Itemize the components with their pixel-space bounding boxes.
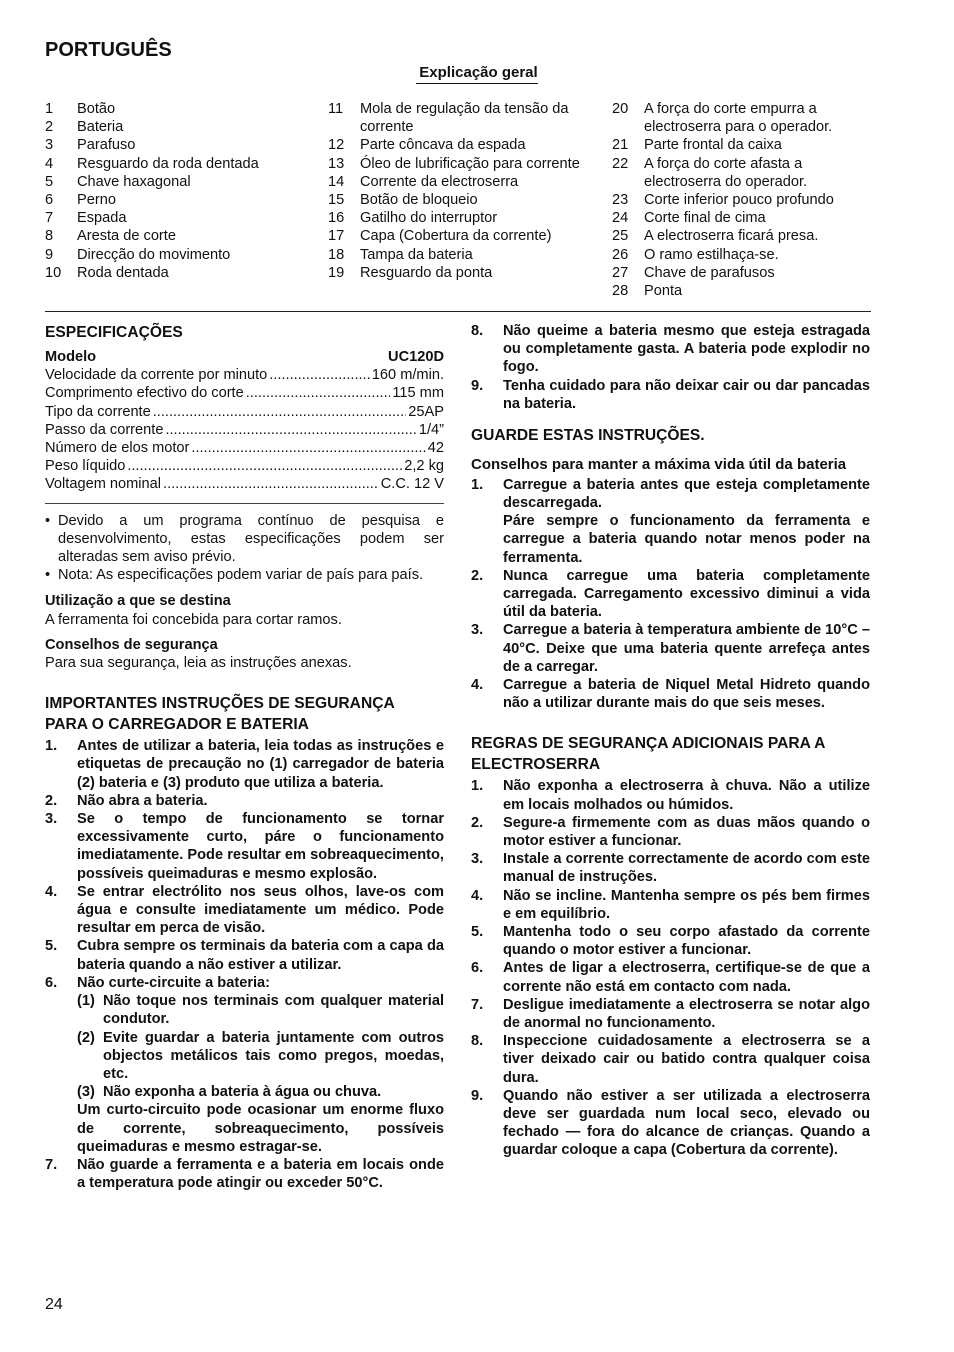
- list-text: Não exponha a electroserra à chuva. Não a utilize em locais molhados ou húmidos.: [503, 778, 870, 813]
- legend-text: A força do corte afasta a electroserra do operador.: [644, 155, 808, 190]
- list-text: Não curte-circuite a bateria:: [77, 974, 271, 991]
- safety-tips-heading: Conselhos de segurança: [45, 636, 218, 653]
- list-number: 9.: [471, 377, 484, 394]
- charger-sub-item: [77, 1083, 444, 1101]
- list-number: 2.: [45, 792, 58, 809]
- legend-text: Corte final de cima: [644, 210, 766, 227]
- legend-number: 28: [612, 283, 629, 300]
- list-text: Tenha cuidado para não deixar cair ou dar pancadas na bateria.: [503, 377, 870, 412]
- list-text: Não se incline. Mantenha sempre os pés bem firmes e em equilíbrio.: [503, 887, 870, 922]
- legend-item: [328, 264, 588, 282]
- chainsaw-rules-list: [471, 777, 870, 1159]
- spec-label: Peso líquido: [45, 458, 126, 475]
- spec-row: [45, 475, 444, 493]
- spec-note: [45, 512, 444, 567]
- legend-text: Roda dentada: [77, 264, 169, 281]
- spec-notes: [45, 512, 444, 585]
- list-number: (1): [77, 993, 95, 1010]
- list-text: Antes de ligar a electroserra, certifique-se de que a corrente não está em contacto com nada.: [503, 960, 870, 995]
- battery-tip-item: [471, 476, 870, 567]
- spec-value: 1/4”: [418, 421, 444, 438]
- list-number: 1.: [45, 738, 58, 755]
- legend-number: 5: [45, 173, 54, 190]
- charger-item: [45, 937, 444, 973]
- chainsaw-rule-item: [471, 850, 870, 886]
- charger-heading: IMPORTANTES INSTRUÇÕES DE SEGURANÇA PARA O CARREGADOR E BATERIA: [45, 695, 395, 733]
- list-text: Desligue imediatamente a electroserra se notar algo de anormal no funcionamento.: [503, 996, 870, 1031]
- legend-text: Mola de regulação da tensão da corrente: [360, 101, 569, 136]
- legend-text: Direcção do movimento: [77, 246, 231, 263]
- legend-text: Espada: [77, 210, 127, 227]
- spec-label: Velocidade da corrente por minuto: [45, 367, 268, 384]
- spec-model-value: UC120D: [388, 349, 444, 365]
- legend-item: [45, 264, 295, 282]
- legend-text: Perno: [77, 192, 116, 209]
- list-text: Não toque nos terminais com qualquer material condutor.: [103, 993, 444, 1028]
- spec-label: Tipo da corrente: [45, 403, 151, 420]
- chainsaw-rule-item: [471, 996, 870, 1032]
- list-number: 6.: [45, 974, 58, 991]
- charger-sub-items: [77, 992, 444, 1101]
- legend-item: [612, 209, 874, 227]
- list-text: Antes de utilizar a bateria, leia todas as instruções e etiquetas de precaução no (1) carregador de bateria (2) bateria e (3) produto que utiliza a bateria.: [77, 738, 444, 791]
- spec-value: 115 mm: [392, 385, 444, 402]
- legend-item: [45, 155, 295, 173]
- left-column: [45, 322, 444, 1192]
- intended-use-heading: Utilização a que se destina: [45, 593, 231, 610]
- list-number: 4.: [471, 676, 484, 693]
- legend-number: 21: [612, 137, 629, 154]
- legend-item: [328, 136, 588, 154]
- spec-row: [45, 457, 444, 475]
- spec-note: [45, 566, 444, 584]
- list-text: Nunca carregue uma bateria completamente carregada. Carregamento excessivo diminui a vida útil da bateria.: [503, 567, 870, 621]
- legend-number: 22: [612, 155, 629, 172]
- legend-item: [328, 246, 588, 264]
- legend-item: [328, 173, 588, 191]
- legend-item: [612, 100, 874, 136]
- legend-text: A força do corte empurra a electroserra para o operador.: [644, 101, 833, 136]
- chainsaw-rule-item: [471, 777, 870, 813]
- spec-leader-dots: [269, 366, 370, 384]
- legend-number: 25: [612, 228, 629, 245]
- charger-item: [471, 377, 870, 413]
- legend-item: [612, 155, 874, 191]
- intended-use-text: A ferramenta foi concebida para cortar ramos.: [45, 611, 342, 628]
- list-number: 9.: [471, 1087, 484, 1104]
- list-number: 5.: [45, 938, 58, 955]
- legend-text: Gatilho do interruptor: [360, 210, 498, 227]
- section-subtitle: [0, 64, 954, 82]
- charger-item: [45, 974, 444, 992]
- list-number: 3.: [45, 811, 58, 828]
- bullet-icon: •: [45, 567, 51, 584]
- list-number: 4.: [471, 887, 484, 904]
- specs-heading: ESPECIFICAÇÕES: [45, 324, 183, 341]
- chainsaw-rule-item: [471, 887, 870, 923]
- page-number: 24: [45, 1296, 63, 1313]
- legend-number: 4: [45, 155, 54, 172]
- legend-number: 2: [45, 119, 54, 136]
- legend-text: Óleo de lubrificação para corrente: [360, 155, 580, 172]
- spec-label: Comprimento efectivo do corte: [45, 385, 244, 402]
- spec-value: 160 m/min.: [371, 367, 444, 384]
- legend-item: [45, 100, 295, 118]
- list-text: Evite guardar a bateria juntamente com outros objectos metálicos tais como pregos, moedas, etc.: [103, 1029, 444, 1082]
- legend-text: Tampa da bateria: [360, 246, 473, 263]
- charger-sub-after: Um curto-circuito pode ocasionar um enorme fluxo de corrente, sobreaquecimento, possíveis queimaduras e mesmo estragar-se.: [77, 1102, 444, 1155]
- legend-number: 9: [45, 246, 54, 263]
- list-number: 6.: [471, 960, 484, 977]
- battery-tip-item: [471, 567, 870, 622]
- legend-item: [45, 136, 295, 154]
- legend-number: 26: [612, 246, 629, 263]
- charger-item-7: [45, 1156, 444, 1192]
- page-language-title: PORTUGUÊS: [45, 39, 172, 61]
- spec-leader-dots: [246, 384, 391, 402]
- list-text: Se entrar electrólito nos seus olhos, lave-os com água e consulte imediatamente um médico. Pode resultar em perca de visão.: [77, 883, 444, 937]
- legend-text: Chave haxagonal: [77, 173, 191, 190]
- battery-tips-heading: Conselhos para manter a máxima vida útil da bateria: [471, 455, 847, 473]
- spec-rows: [45, 366, 444, 493]
- charger-item: [45, 810, 444, 883]
- spec-row: [45, 403, 444, 421]
- list-text: Mantenha todo o seu corpo afastado da corrente quando o motor estiver a funcionar.: [503, 923, 870, 959]
- list-number: 8.: [471, 323, 484, 339]
- legend-item: [45, 246, 295, 264]
- legend-number: 10: [45, 264, 62, 281]
- legend-item: [612, 282, 874, 300]
- legend-item: [328, 191, 588, 209]
- legend-number: 27: [612, 264, 629, 281]
- right-column: [471, 322, 870, 1160]
- legend-number: 7: [45, 210, 54, 227]
- legend-number: 1: [45, 101, 54, 117]
- charger-sublist: [45, 992, 444, 1156]
- spec-model-row: [45, 348, 444, 366]
- legend-text: O ramo estilhaça-se.: [644, 246, 779, 263]
- legend-item: [612, 191, 874, 209]
- charger-sub-item: [77, 1029, 444, 1084]
- spec-leader-dots: [163, 475, 379, 493]
- list-text: Carregue a bateria à temperatura ambiente de 10°C – 40°C. Deixe que uma bateria quente arrefeça antes de a carregar.: [503, 622, 870, 675]
- section-divider: [45, 311, 871, 312]
- legend-column-2: [328, 100, 588, 282]
- legend-text: Aresta de corte: [77, 228, 176, 245]
- legend-text: Corte inferior pouco profundo: [644, 192, 834, 209]
- legend-text: Botão: [77, 101, 116, 117]
- spec-leader-dots: [165, 421, 416, 439]
- charger-item: [471, 322, 870, 377]
- spec-value: 25AP: [408, 403, 444, 420]
- chainsaw-rule-item: [471, 923, 870, 959]
- legend-number: 14: [328, 173, 345, 190]
- charger-sub-item: [77, 992, 444, 1028]
- legend-number: 20: [612, 101, 629, 117]
- spec-label: Passo da corrente: [45, 421, 164, 438]
- legend-item: [612, 264, 874, 282]
- list-number: 3.: [471, 851, 484, 868]
- battery-tip-item: [471, 621, 870, 676]
- legend-item: [45, 118, 295, 136]
- spec-note-text: Devido a um programa contínuo de pesquisa e desenvolvimento, estas especificações podem ser alteradas sem aviso prévio.: [58, 512, 444, 566]
- legend-number: 6: [45, 192, 54, 209]
- bullet-icon: •: [45, 512, 51, 529]
- battery-tips-list: [471, 476, 870, 713]
- list-number: 1.: [471, 778, 484, 795]
- list-number: 2.: [471, 814, 484, 831]
- legend-column-1: [45, 100, 295, 282]
- safety-tips-text: Para sua segurança, leia as instruções anexas.: [45, 655, 352, 672]
- spec-label: Número de elos motor: [45, 440, 190, 457]
- legend-text: Chave de parafusos: [644, 264, 775, 281]
- list-text: Não exponha a bateria à água ou chuva.: [103, 1084, 382, 1101]
- list-text: Carregue a bateria de Niquel Metal Hidreto quando não a utilizar durante mais do que seis meses.: [503, 676, 870, 712]
- legend-number: 19: [328, 264, 345, 281]
- list-text-continued: Páre sempre o funcionamento da ferramenta e carregue a bateria quando notar menos poder na ferramenta.: [503, 513, 870, 566]
- spec-label: Voltagem nominal: [45, 476, 162, 493]
- list-text: Inspeccione cuidadosamente a electroserra se a tiver deixado cair ou batido contra qualquer coisa dura.: [503, 1033, 870, 1086]
- list-number: (2): [77, 1029, 95, 1046]
- spec-leader-dots: [191, 439, 425, 457]
- legend-item: [45, 191, 295, 209]
- charger-list: [45, 737, 444, 992]
- legend-number: 23: [612, 192, 629, 209]
- charger-item: [45, 737, 444, 792]
- list-number: 3.: [471, 622, 484, 639]
- legend-number: 15: [328, 192, 345, 209]
- list-text: Instale a corrente correctamente de acordo com este manual de instruções.: [503, 851, 870, 886]
- legend-item: [328, 155, 588, 173]
- spec-row: [45, 366, 444, 384]
- legend-text: A electroserra ficará presa.: [644, 228, 819, 245]
- charger-list-continued: [471, 322, 870, 413]
- legend-item: [45, 227, 295, 245]
- legend-text: Corrente da electroserra: [360, 173, 519, 190]
- spec-divider: [45, 503, 444, 512]
- list-number: 7.: [471, 996, 484, 1013]
- chainsaw-rules-heading: REGRAS DE SEGURANÇA ADICIONAIS PARA A ELECTROSERRA: [471, 735, 825, 773]
- save-instructions-heading: GUARDE ESTAS INSTRUÇÕES.: [471, 427, 705, 445]
- list-text: Não abra a bateria.: [77, 792, 208, 809]
- legend-text: Parafuso: [77, 137, 136, 154]
- list-text: Não queime a bateria mesmo que esteja estragada ou completamente gasta. A bateria pode explodir no fogo.: [503, 323, 870, 376]
- list-text: Não guarde a ferramenta e a bateria em locais onde a temperatura pode atingir ou exceder 50°C.: [77, 1156, 444, 1192]
- legend-item: [45, 173, 295, 191]
- legend-item: [328, 209, 588, 227]
- legend-number: 12: [328, 137, 345, 154]
- spec-row: [45, 384, 444, 402]
- legend-number: 13: [328, 155, 345, 172]
- legend-text: Resguardo da roda dentada: [77, 155, 259, 172]
- list-number: 7.: [45, 1156, 58, 1173]
- list-text: Se o tempo de funcionamento se tornar excessivamente curto, páre o funcionamento imediatamente. Pode resultar em sobreaquecimento, possíveis queimaduras e mesmo explosão.: [77, 811, 444, 882]
- legend-text: Ponta: [644, 283, 683, 300]
- legend-item: [45, 209, 295, 227]
- legend-number: 16: [328, 210, 345, 227]
- legend-item: [328, 100, 588, 136]
- list-text: Carregue a bateria antes que esteja completamente descarregada.: [503, 476, 870, 511]
- subtitle-text: Explicação geral: [416, 64, 537, 84]
- spec-value: 42: [427, 440, 444, 457]
- legend-number: 24: [612, 210, 629, 227]
- spec-row: [45, 439, 444, 457]
- chainsaw-rule-item: [471, 1032, 870, 1087]
- spec-leader-dots: [153, 403, 407, 421]
- legend-text: Parte côncava da espada: [360, 137, 526, 154]
- list-text: Cubra sempre os terminais da bateria com a capa da bateria quando a não estiver a utilizar.: [77, 938, 444, 973]
- legend-text: Capa (Cobertura da corrente): [360, 228, 552, 245]
- chainsaw-rule-item: [471, 959, 870, 995]
- list-text-wrap: [503, 476, 870, 567]
- chainsaw-rule-item: [471, 1087, 870, 1160]
- legend-item: [612, 246, 874, 264]
- legend-number: 18: [328, 246, 345, 263]
- legend-text: Parte frontal da caixa: [644, 137, 782, 154]
- list-number: 1.: [471, 476, 484, 493]
- list-number: 8.: [471, 1033, 484, 1050]
- spec-value: C.C. 12 V: [380, 476, 444, 493]
- spec-row: [45, 421, 444, 439]
- legend-text: Bateria: [77, 119, 124, 136]
- spec-leader-dots: [127, 457, 402, 475]
- list-number: 4.: [45, 883, 58, 900]
- legend-item: [612, 136, 874, 154]
- legend-item: [328, 227, 588, 245]
- chainsaw-rule-item: [471, 814, 870, 850]
- legend-item: [612, 227, 874, 245]
- legend-number: 17: [328, 228, 345, 245]
- legend-number: 3: [45, 137, 54, 154]
- list-number: (3): [77, 1084, 95, 1101]
- legend-number: 8: [45, 228, 54, 245]
- list-number: 2.: [471, 567, 484, 584]
- list-number: 5.: [471, 923, 484, 940]
- charger-item: [45, 883, 444, 938]
- legend-column-3: [612, 100, 874, 300]
- charger-item: [45, 792, 444, 810]
- spec-note-text: Nota: As especificações podem variar de país para país.: [58, 567, 424, 584]
- battery-tip-item: [471, 676, 870, 712]
- spec-model-label: Modelo: [45, 349, 97, 365]
- legend-text: Botão de bloqueio: [360, 192, 478, 209]
- legend-text: Resguardo da ponta: [360, 264, 493, 281]
- list-text: Segure-a firmemente com as duas mãos quando o motor estiver a funcionar.: [503, 814, 870, 849]
- list-text: Quando não estiver a ser utilizada a electroserra deve ser guardada num local seco, elevado ou fechado — fora do alcance de crianças. Quando a guardar coloque a capa (Cobertura da corrente).: [503, 1087, 870, 1159]
- spec-value: 2,2 kg: [404, 458, 444, 475]
- legend-number: 11: [328, 101, 344, 117]
